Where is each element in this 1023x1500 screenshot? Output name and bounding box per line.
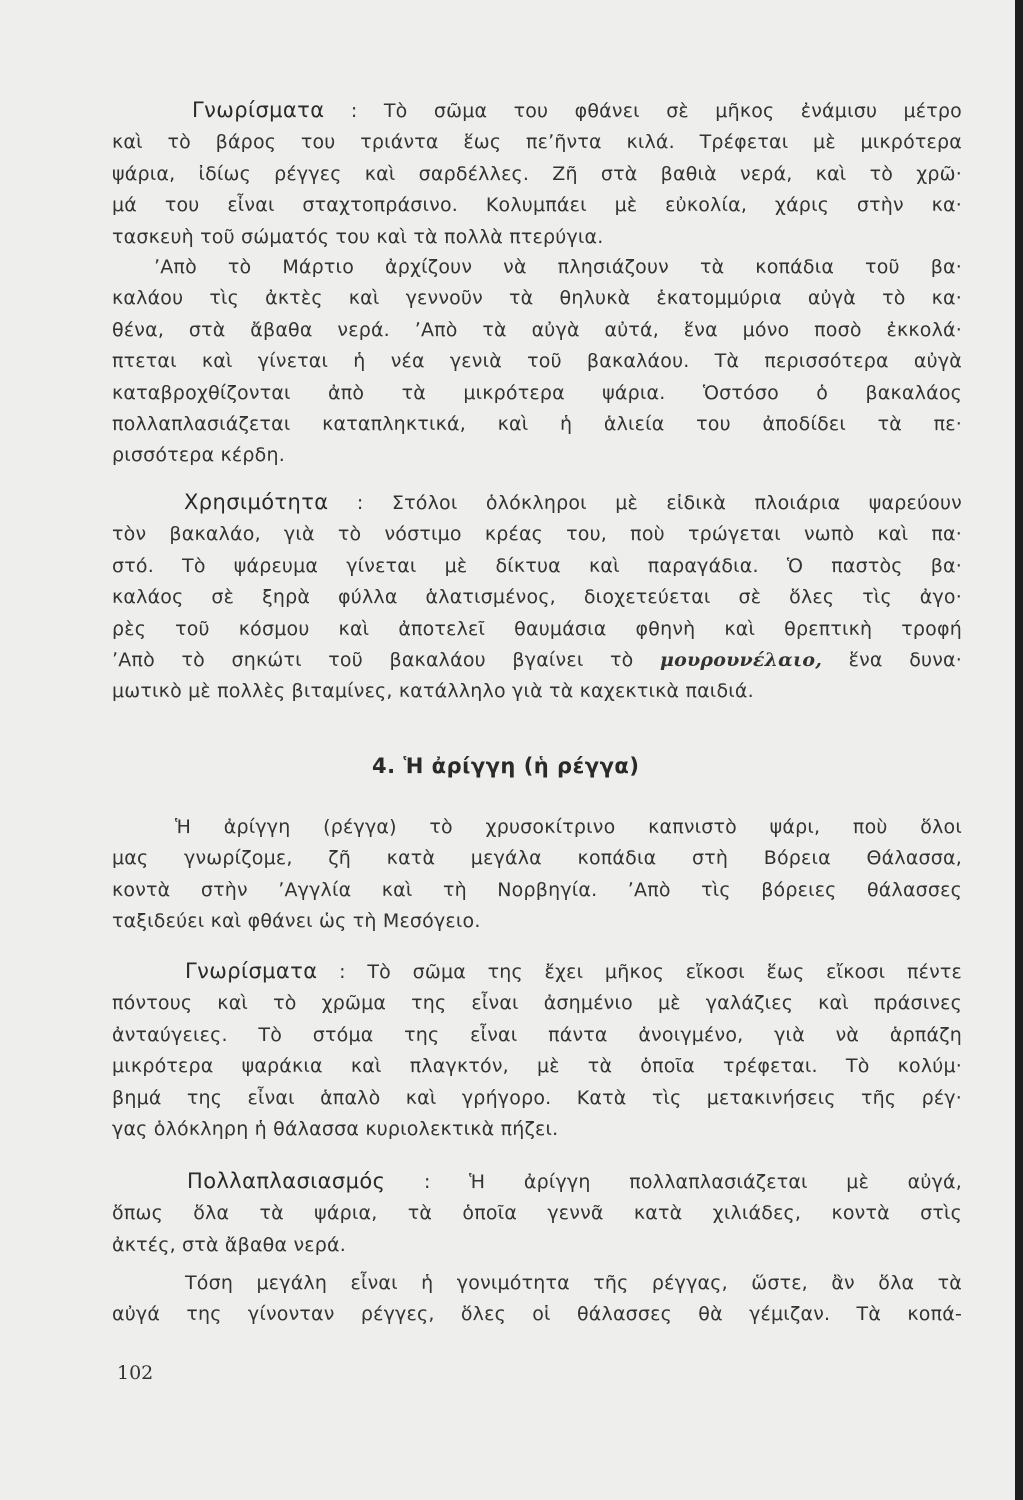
text-line: ἀκτές, στὰ ἄβαθα νερά. xyxy=(112,1233,346,1256)
paragraph-cod-usefulness xyxy=(112,487,962,708)
text-line: ʼΑπὸ τὸ Μάρτιο ἀρχίζουν νὰ πλησιάζουν τὰ κοπάδια τοῦ βα· xyxy=(154,256,962,278)
text-line: στό. Τὸ ψάρευμα γίνεται μὲ δίκτυα καὶ παραγάδια. Ὁ παστὸς βα· xyxy=(112,554,962,577)
text-line: κοντὰ στὴν ʼΑγγλία καὶ τὴ Νορβηγία. ʼΑπὸ τὶς βόρειες θάλασσες xyxy=(112,878,962,901)
text-line: καταβροχθίζονται ἀπὸ τὰ μικρότερα ψάρια. Ὁστόσο ὁ βακαλάος xyxy=(112,381,962,404)
text-line: καὶ τὸ βάρος του τριάντα ἕως πεʼῆντα κιλά. Τρέφεται μὲ μικρότερα xyxy=(112,131,962,154)
paragraph-cod-characteristics xyxy=(112,95,962,253)
page-number: 102 xyxy=(117,1362,154,1384)
term-heading-characteristics: Γνωρίσματα xyxy=(192,98,325,122)
paragraph-herring-reproduction xyxy=(112,1166,962,1261)
term-heading-reproduction: Πολλαπλασιασμός xyxy=(187,1169,386,1193)
paragraph-herring-fertility xyxy=(112,1268,962,1331)
paragraph-cod-reproduction xyxy=(112,252,962,472)
text-line: ταξιδεύει καὶ φθάνει ὡς τὴ Μεσόγειο. xyxy=(112,910,481,933)
text-line: μά του εἶναι σταχτοπράσινο. Κολυμπάει μὲ εὐκολία, χάρις στὴν κα· xyxy=(112,194,962,217)
text-line: ʼΑπὸ τὸ σηκώτι τοῦ βακαλάου βγαίνει τὸ μουρουνέλαιο, ἕνα δυνα· xyxy=(112,649,962,672)
text-line: αὐγά της γίνονταν ρέγγες, ὅλες οἱ θάλασσες θὰ γέμιζαν. Τὰ κοπά- xyxy=(112,1303,962,1326)
text-line: Γνωρίσματα : Τὸ σῶμα του φθάνει σὲ μῆκος ἐνάμισυ μέτρο xyxy=(192,98,962,122)
text-line: Χρησιμότητα : Στόλοι ὁλόκληροι μὲ εἰδικὰ πλοιάρια ψαρεύουν xyxy=(184,490,962,514)
text-line: μικρότερα ψαράκια καὶ πλαγκτόν, μὲ τὰ ὁποῖα τρέφεται. Τὸ κολύμ· xyxy=(112,1055,962,1078)
term-heading-characteristics: Γνωρίσματα xyxy=(185,959,318,983)
text-line: καλάος σὲ ξηρὰ φύλλα ἁλατισμένος, διοχετεύεται σὲ ὅλες τὶς ἀγο· xyxy=(112,586,962,609)
text-line: μας γνωρίζομε, ζῆ κατὰ μεγάλα κοπάδια στὴ Βόρεια Θάλασσα, xyxy=(112,847,962,870)
text-line: ρὲς τοῦ κόσμου καὶ ἀποτελεῖ θαυμάσια φθηνὴ καὶ θρεπτικὴ τροφή xyxy=(112,617,962,640)
text-line: θένα, στὰ ἄβαθα νερά. ʼΑπὸ τὰ αὐγὰ αὐτά, ἕνα μόνο ποσὸ ἐκκολά· xyxy=(112,318,962,341)
text-line: Πολλαπλασιασμός : Ἡ ἀρίγγη πολλαπλασιάζεται μὲ αὐγά, xyxy=(187,1169,962,1193)
text-line: ψάρια, ἰδίως ρέγγες καὶ σαρδέλλες. Ζῆ στὰ βαθιὰ νερά, καὶ τὸ χρῶ· xyxy=(112,162,962,185)
text-line: ρισσότερα κέρδη. xyxy=(112,444,285,467)
text-line: καλάου τὶς ἀκτὲς καὶ γεννοῦν τὰ θηλυκὰ ἑκατομμύρια αὐγὰ τὸ κα· xyxy=(112,287,962,310)
text-line: μωτικὸ μὲ πολλὲς βιταμίνες, κατάλληλο γιὰ τὰ καχεκτικὰ παιδιά. xyxy=(112,680,754,703)
section-title: 4. Ἡ ἀρίγγη (ἡ ρέγγα) xyxy=(372,754,640,778)
text-line: γας ὁλόκληρη ἡ θάλασσα κυριολεκτικὰ πήζει. xyxy=(112,1118,559,1141)
text-line: ὅπως ὅλα τὰ ψάρια, τὰ ὁποῖα γεννᾶ κατὰ χιλιάδες, κοντὰ στὶς xyxy=(112,1202,962,1225)
paragraph-herring-intro xyxy=(112,812,962,938)
emphasized-word: μουρουνέλαιο, xyxy=(660,649,823,672)
text-line: Γνωρίσματα : Τὸ σῶμα της ἔχει μῆκος εἴκοσι ἕως εἴκοσι πέντε xyxy=(185,959,962,983)
text-line: βημά της εἶναι ἁπαλὸ καὶ γρήγορο. Κατὰ τὶς μετακινήσεις τῆς ρέγ· xyxy=(112,1086,962,1109)
term-heading-usefulness: Χρησιμότητα xyxy=(184,490,329,514)
text-line: τὸν βακαλάο, γιὰ τὸ νόστιμο κρέας του, ποὺ τρώγεται νωπὸ καὶ πα· xyxy=(112,523,962,546)
text-line: πόντους καὶ τὸ χρῶμα της εἶναι ἀσημένιο μὲ γαλάζιες καὶ πράσινες xyxy=(112,992,962,1015)
text-line: πτεται καὶ γίνεται ἡ νέα γενιὰ τοῦ βακαλάου. Τὰ περισσότερα αὐγὰ xyxy=(112,350,962,373)
text-line: ἀνταύγειες. Τὸ στόμα της εἶναι πάντα ἀνοιγμένο, γιὰ νὰ ἁρπάζη xyxy=(112,1023,962,1046)
paragraph-herring-characteristics xyxy=(112,956,962,1145)
text-line: τασκευὴ τοῦ σώματός του καὶ τὰ πολλὰ πτερύγια. xyxy=(112,225,604,248)
text-line: Τόση μεγάλη εἶναι ἡ γονιμότητα τῆς ρέγγας, ὥστε, ἂν ὅλα τὰ xyxy=(185,1272,962,1294)
page-edge-shadow xyxy=(1015,0,1023,1500)
text-line: πολλαπλασιάζεται καταπληκτικά, καὶ ἡ ἁλιεία του ἀποδίδει τὰ πε· xyxy=(112,413,962,436)
text-line: Ἡ ἀρίγγη (ρέγγα) τὸ χρυσοκίτρινο καπνιστὸ ψάρι, ποὺ ὅλοι xyxy=(175,816,962,838)
